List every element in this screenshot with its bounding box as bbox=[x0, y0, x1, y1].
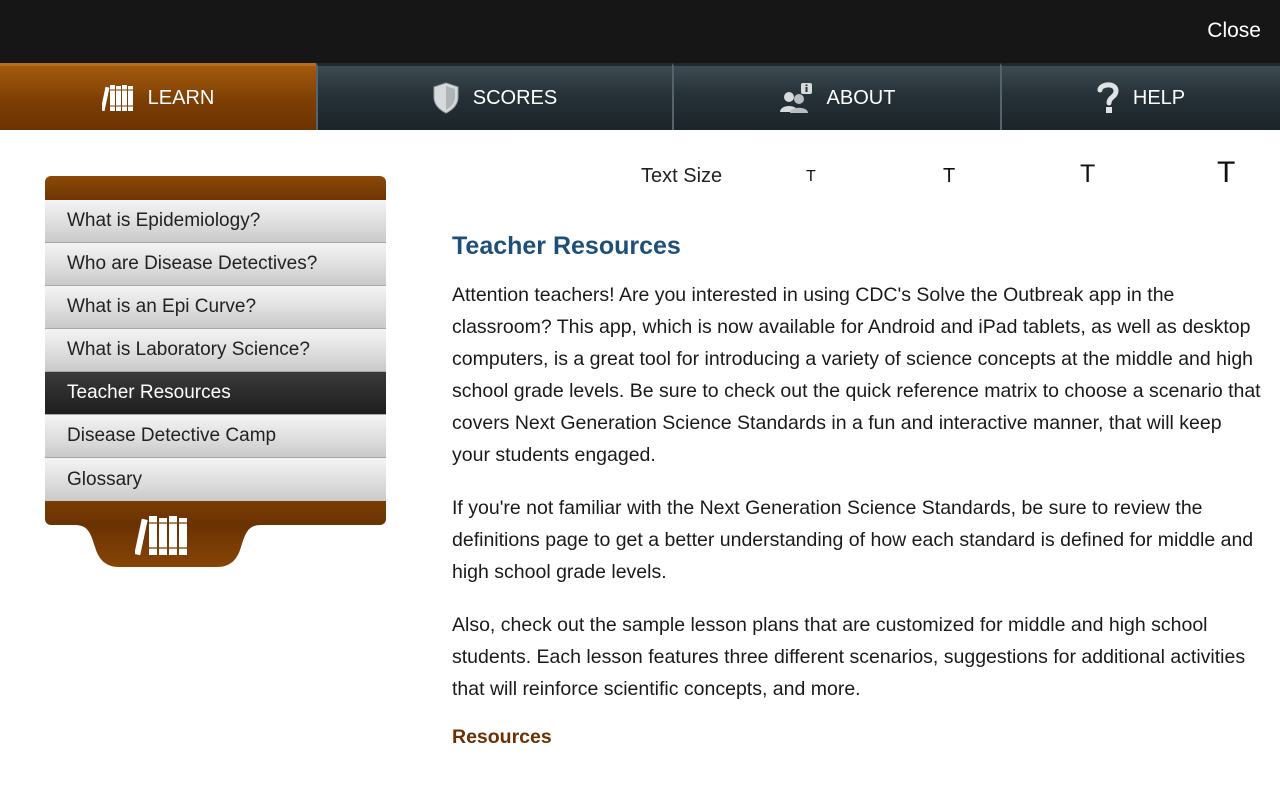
books-icon bbox=[102, 84, 134, 112]
main-tabs bbox=[0, 63, 1280, 130]
page-title: Teacher Resources bbox=[452, 232, 681, 260]
sidebar-header bbox=[45, 176, 386, 200]
content-paragraph: Attention teachers! Are you interested in using CDC's Solve the Outbreak app in the classroom? This app, which is now available for Android and iPad tablets, as well as desktop computers, is a great tool for introducing a variety of science concepts at the middle and high school grade levels. Be sure to check out the quick reference matrix to choose a scenario that covers Next Generation Science Standards in a fun and interactive manner, that will keep your students engaged. bbox=[452, 284, 1261, 466]
content-paragraph: If you're not familiar with the Next Generation Science Standards, be sure to review the definitions page to get a better understanding of how each standard is defined for middle and high school grade levels. bbox=[452, 497, 1254, 583]
close-button[interactable]: Close bbox=[1207, 19, 1261, 42]
sidebar-menu bbox=[45, 176, 386, 525]
text-size-large[interactable]: T bbox=[1080, 160, 1096, 188]
text-size-selector bbox=[641, 156, 1241, 190]
sidebar-item-what-is-an-epi-curve[interactable]: What is an Epi Curve? bbox=[45, 286, 386, 329]
text-size-label: Text Size bbox=[641, 165, 723, 187]
sidebar-item-what-is-epidemiology[interactable]: What is Epidemiology? bbox=[45, 200, 386, 243]
sidebar-footer bbox=[45, 501, 386, 525]
tab-scores[interactable] bbox=[316, 63, 672, 130]
books-icon bbox=[135, 515, 189, 562]
tab-help[interactable] bbox=[1000, 63, 1280, 130]
shield-icon bbox=[433, 82, 459, 114]
content-paragraph: Also, check out the sample lesson plans that are customized for middle and high school students. Each lesson features three different scenarios, suggestions for additional activities that will reinforce scientific concepts, and more. bbox=[452, 614, 1246, 700]
people-info-icon bbox=[779, 82, 813, 114]
resources-heading: Resources bbox=[452, 726, 552, 748]
text-size-small[interactable]: T bbox=[806, 168, 816, 185]
tab-learn-label: LEARN bbox=[147, 86, 215, 109]
question-mark-icon bbox=[1097, 81, 1119, 115]
tab-help-label: HELP bbox=[1132, 86, 1186, 109]
sidebar-item-glossary[interactable]: Glossary bbox=[45, 458, 386, 501]
text-size-medium[interactable]: T bbox=[943, 165, 956, 187]
tab-about-label: ABOUT bbox=[826, 86, 896, 109]
text-size-extra-large[interactable]: T bbox=[1217, 156, 1236, 189]
sidebar-item-disease-detective-camp[interactable]: Disease Detective Camp bbox=[45, 415, 386, 458]
sidebar-item-who-are-disease-detectives[interactable]: Who are Disease Detectives? bbox=[45, 243, 386, 286]
sidebar-item-what-is-laboratory-science[interactable]: What is Laboratory Science? bbox=[45, 329, 386, 372]
top-bar bbox=[0, 0, 1280, 63]
sidebar-item-teacher-resources[interactable]: Teacher Resources bbox=[45, 372, 386, 415]
main-content bbox=[452, 232, 1264, 749]
tab-learn[interactable] bbox=[0, 63, 316, 130]
tab-scores-label: SCORES bbox=[472, 86, 558, 109]
tab-about[interactable] bbox=[672, 63, 1000, 130]
